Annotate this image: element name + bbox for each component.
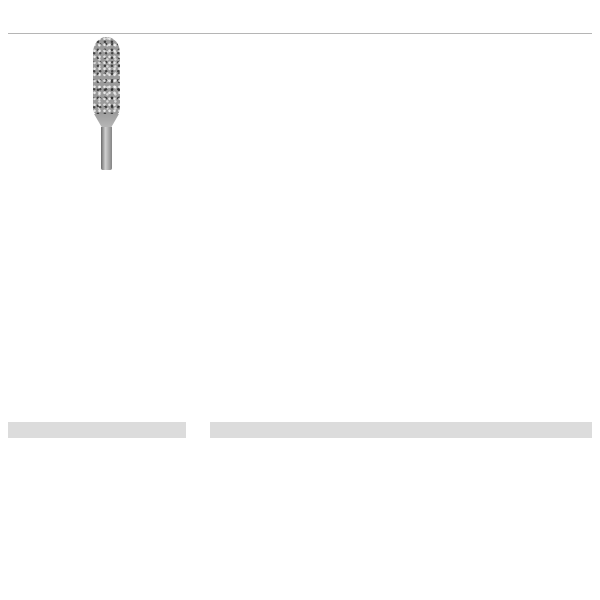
bur-photo-neck [93, 114, 120, 128]
bur-photo-shank [101, 127, 112, 170]
page-top-rule [8, 33, 592, 34]
bur-photo-head [93, 37, 120, 116]
grit-panel-title [210, 422, 592, 438]
symbols-panel-title [8, 422, 186, 438]
